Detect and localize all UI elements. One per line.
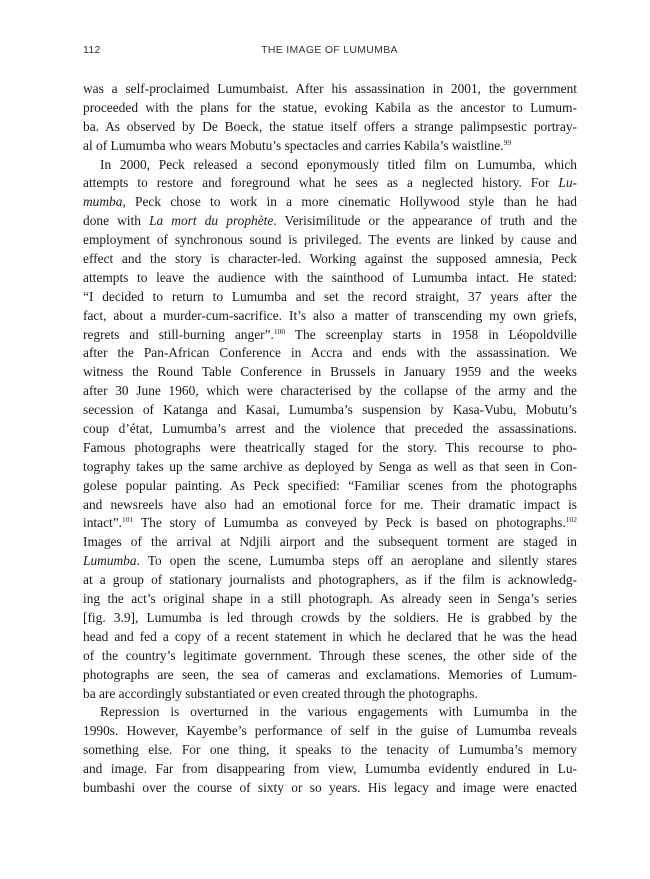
text-run: employment of synchronous sound is privileged. The events are linked by cause and [83,232,577,248]
text-run: after 30 June 1960, which were characterised by the collapse of the army and the [83,383,577,399]
text-line [83,439,577,458]
text-run: attempts to leave the audience with the sainthood of Lumumba intact. He stated: [83,269,577,285]
text-run: 1990s. However, Kayembe’s performance of self in the guise of Lumumba reveals [83,723,577,739]
text-run: ba. As observed by De Boeck, the statue itself offers a strange palimpsestic portray- [83,118,577,134]
text-run: fact, about a murder-cum-sacrifice. It’s also a matter of transcending my own griefs, [83,307,577,323]
text-line [83,137,577,156]
footnote-marker: 101 [122,515,134,525]
text-line [83,307,577,326]
text-line [83,590,577,609]
text-line [83,571,577,590]
text-line [83,420,577,439]
text-run: photographs are seen, the sea of cameras and exclamations. Memories of Lumum- [83,666,577,682]
text-line [83,609,577,628]
text-run: at a group of stationary journalists and photographers, as if the film is acknowledg- [83,572,577,588]
text-line [83,458,577,477]
text-line [83,685,577,704]
text-run: golese popular painting. As Peck specified: “Familiar scenes from the photographs [83,477,577,493]
text-run: Repression is overturned in the various engagements with Lumumba in the [100,704,577,720]
text-run: something else. For one thing, it speaks to the tenacity of Lumumba’s memory [83,742,577,758]
italic-title: Lu- [558,175,577,191]
text-run: coup d’état, Lumumba’s arrest and the violence that preceded the assassinations. [83,421,577,437]
text-line [83,156,577,175]
text-line [83,741,577,760]
text-line [83,666,577,685]
text-run: ba are accordingly substantiated or even created through the photographs. [83,685,478,701]
text-line [83,231,577,250]
text-run: , Peck chose to work in a more cinematic Hollywood style than he had [122,194,577,210]
text-run: intact”. [83,515,123,531]
text-run: . To open the scene, Lumumba steps off an aeroplane and silently stares [136,553,577,569]
text-run: of the country’s legitimate government. Through these scenes, the other side of the [83,647,577,663]
text-line [83,212,577,231]
text-run: done with [83,213,150,229]
page-number: 112 [83,44,101,56]
italic-title: La mort du prophète [149,213,274,229]
text-run: secession of Katanga and Kasai, Lumumba’s suspension by Kasa-Vubu, Mobutu’s [83,402,577,418]
text-run: al of Lumumba who wears Mobutu’s spectacles and carries Kabila’s waistline. [83,137,504,153]
text-line [83,99,577,118]
text-run: attempts to restore and foreground what he sees as a neglected history. For [83,175,559,191]
text-line [83,193,577,212]
text-run: proceeded with the plans for the statue, evoking Kabila as the ancestor to Lumum- [83,99,577,115]
text-line [83,174,577,193]
text-run: and image. Far from disappearing from view, Lumumba evidently endured in Lu- [83,761,577,777]
text-run: bumbashi over the course of sixty or so years. His legacy and image were enacted [83,779,577,795]
text-run: . Verisimilitude or the appearance of truth and the [273,213,578,229]
text-line [83,496,577,515]
text-run: “I decided to return to Lumumba and set the record straight, 37 years after the [83,288,577,304]
text-run: Images of the arrival at Ndjili airport and the subsequent torment are staged in [83,534,577,550]
text-line [83,514,577,533]
body-text [83,80,577,798]
italic-title: Lumumba [83,553,137,569]
text-line [83,344,577,363]
text-line [83,288,577,307]
text-run: ing the act’s original shape in a still photograph. As already seen in Senga’s series [83,591,577,607]
text-line [83,118,577,137]
text-run: The story of Lumumba as conveyed by Peck is based on photographs. [133,515,566,531]
text-line [83,703,577,722]
text-run: [fig. 3.9], Lumumba is led through crowds by the soldiers. He is grabbed by the [83,609,577,625]
text-run: In 2000, Peck released a second eponymously titled film on Lumumba, which [100,156,577,172]
text-run: regrets and still-burning anger”. [83,326,274,342]
text-run: head and fed a copy of a recent statement in which he declared that he was the head [83,628,577,644]
footnote-marker: 100 [273,326,286,336]
text-line [83,760,577,779]
text-line [83,250,577,269]
italic-title: mumba [83,194,123,210]
text-line [83,326,577,345]
text-run: tography takes up the same archive as deployed by Senga as well as that seen in Con- [83,458,577,474]
text-line [83,382,577,401]
text-run: effect and the story is character-led. Working against the supposed amnesia, Peck [83,251,577,267]
text-line [83,779,577,798]
running-head: THE IMAGE OF LUMUMBA [261,44,398,56]
page-header [83,44,576,64]
text-line [83,628,577,647]
text-line [83,80,577,99]
footnote-marker: 99 [503,137,512,147]
text-run: after the Pan-African Conference in Accra and ends with the assassination. We [83,345,577,361]
text-line [83,401,577,420]
text-line [83,363,577,382]
footnote-marker: 102 [565,515,577,525]
text-line [83,269,577,288]
text-run: was a self-proclaimed Lumumbaist. After his assassination in 2001, the government [83,81,577,96]
text-line [83,477,577,496]
text-run: witness the Round Table Conference in Brussels in January 1959 and the weeks [83,364,577,380]
text-run: and newsreels have also had an emotional force for me. Their dramatic impact is [83,496,577,512]
text-line [83,552,577,571]
text-run: Famous photographs were theatrically staged for the story. This recourse to pho- [83,439,577,455]
text-line [83,722,577,741]
text-line [83,533,577,552]
text-line [83,647,577,666]
text-run: The screenplay starts in 1958 in Léopoldville [285,326,578,342]
